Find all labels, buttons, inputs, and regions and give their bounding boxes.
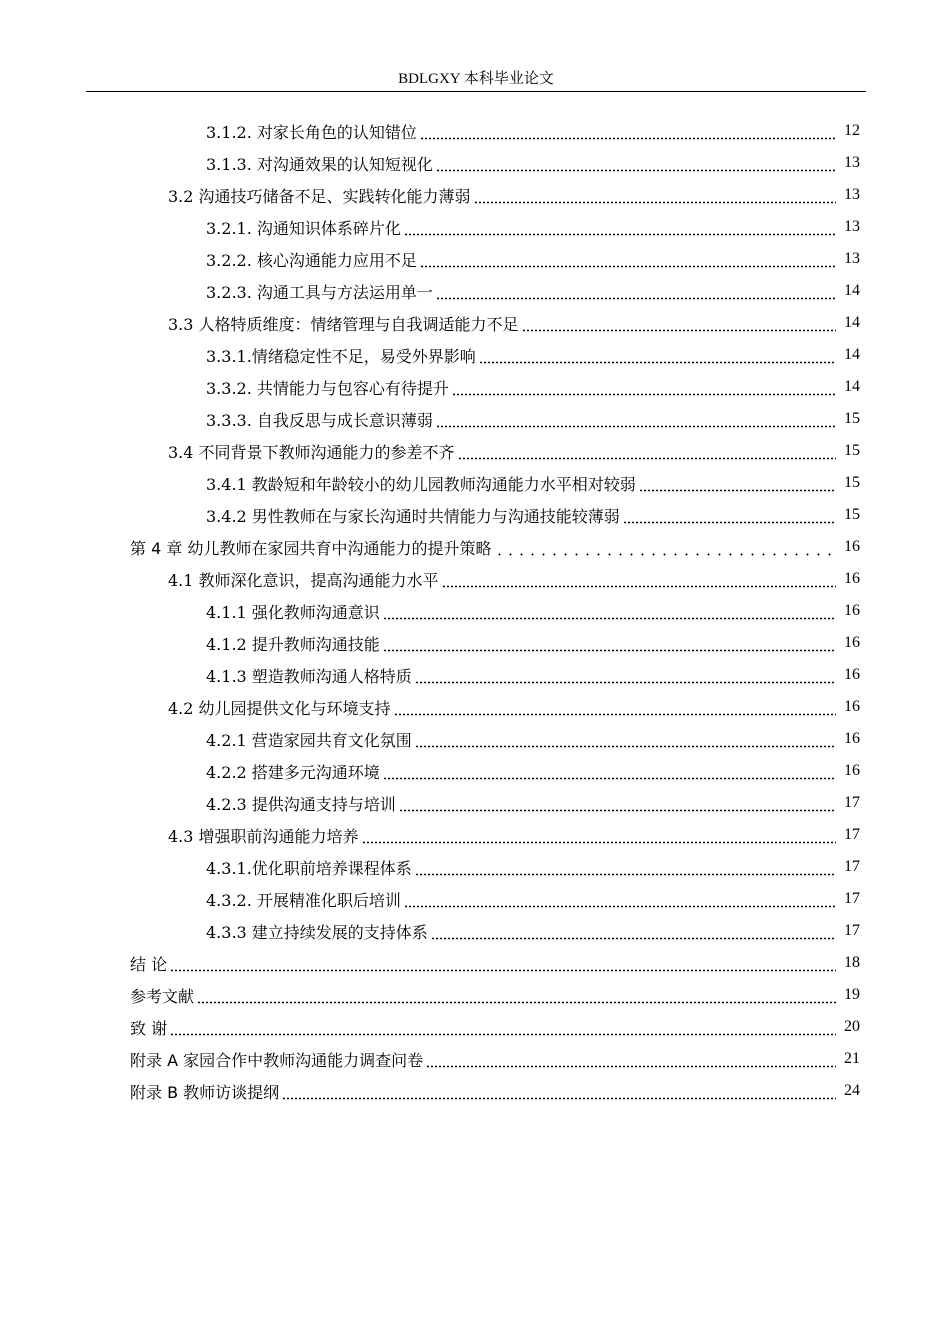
toc-entry[interactable] bbox=[0, 435, 860, 467]
toc-entry-page-number: 13 bbox=[844, 186, 860, 203]
toc-entry-title: 第 4 章 幼儿教师在家园共育中沟通能力的提升策略 bbox=[130, 538, 492, 558]
toc-entry-title: 4.3 增强职前沟通能力培养 bbox=[168, 826, 359, 846]
toc-entry-title: 4.2.2 搭建多元沟通环境 bbox=[206, 762, 380, 782]
toc-entry-title: 附录 B 教师访谈提纲 bbox=[130, 1082, 280, 1102]
toc-entry[interactable] bbox=[0, 1011, 860, 1043]
toc-entry[interactable] bbox=[0, 339, 860, 371]
toc-entry-page-number: 17 bbox=[844, 890, 860, 907]
toc-entry[interactable] bbox=[0, 467, 860, 499]
toc-entry-page-number: 14 bbox=[844, 314, 860, 331]
toc-entry-title: 3.2.1. 沟通知识体系碎片化 bbox=[206, 218, 401, 238]
toc-entry-page-number: 21 bbox=[844, 1050, 860, 1067]
toc-dot-leader bbox=[420, 265, 836, 268]
toc-entry-title: 4.1.3 塑造教师沟通人格特质 bbox=[206, 666, 412, 686]
toc-entry-title: 参考文献 bbox=[130, 986, 195, 1006]
toc-entry[interactable] bbox=[0, 595, 860, 627]
toc-dot-leader bbox=[383, 649, 836, 652]
toc-entry-page-number: 14 bbox=[844, 282, 860, 299]
toc-entry-page-number: 13 bbox=[844, 218, 860, 235]
toc-entry-title: 3.2 沟通技巧储备不足、实践转化能力薄弱 bbox=[168, 186, 471, 206]
toc-entry-title: 4.2.3 提供沟通支持与培训 bbox=[206, 794, 396, 814]
toc-dot-leader bbox=[522, 329, 836, 332]
toc-entry-title: 4.2 幼儿园提供文化与环境支持 bbox=[168, 698, 391, 718]
toc-dot-leader bbox=[197, 1001, 836, 1004]
toc-entry[interactable] bbox=[0, 371, 860, 403]
table-of-contents bbox=[0, 115, 950, 1107]
toc-dot-leader bbox=[639, 489, 836, 492]
toc-dot-leader bbox=[436, 297, 836, 300]
toc-entry[interactable] bbox=[0, 243, 860, 275]
toc-dot-leader bbox=[494, 553, 836, 556]
toc-entry-title: 4.1.2 提升教师沟通技能 bbox=[206, 634, 380, 654]
toc-dot-leader bbox=[404, 905, 836, 908]
toc-entry[interactable] bbox=[0, 115, 860, 147]
toc-dot-leader bbox=[170, 969, 836, 972]
toc-dot-leader bbox=[415, 681, 836, 684]
header-divider bbox=[86, 91, 866, 92]
toc-entry[interactable] bbox=[0, 499, 860, 531]
toc-entry[interactable] bbox=[0, 179, 860, 211]
toc-entry[interactable] bbox=[0, 275, 860, 307]
toc-entry[interactable] bbox=[0, 1075, 860, 1107]
toc-entry-page-number: 16 bbox=[844, 666, 860, 683]
toc-entry[interactable] bbox=[0, 627, 860, 659]
toc-entry[interactable] bbox=[0, 659, 860, 691]
toc-dot-leader bbox=[383, 617, 836, 620]
toc-entry[interactable] bbox=[0, 979, 860, 1011]
toc-entry-title: 3.3.3. 自我反思与成长意识薄弱 bbox=[206, 410, 433, 430]
toc-entry-title: 4.1.1 强化教师沟通意识 bbox=[206, 602, 380, 622]
toc-entry-title: 3.4.2 男性教师在与家长沟通时共情能力与沟通技能较薄弱 bbox=[206, 506, 620, 526]
toc-entry-title: 4.3.2. 开展精准化职后培训 bbox=[206, 890, 401, 910]
toc-entry[interactable] bbox=[0, 1043, 860, 1075]
toc-entry-page-number: 16 bbox=[844, 602, 860, 619]
toc-dot-leader bbox=[415, 745, 836, 748]
toc-dot-leader bbox=[282, 1097, 836, 1100]
toc-entry-title: 4.2.1 营造家园共育文化氛围 bbox=[206, 730, 412, 750]
toc-entry[interactable] bbox=[0, 787, 860, 819]
toc-entry[interactable] bbox=[0, 403, 860, 435]
toc-dot-leader bbox=[399, 809, 836, 812]
toc-entry-page-number: 17 bbox=[844, 858, 860, 875]
toc-entry[interactable] bbox=[0, 211, 860, 243]
toc-entry-page-number: 15 bbox=[844, 442, 860, 459]
toc-entry-page-number: 17 bbox=[844, 826, 860, 843]
toc-entry-title: 致 谢 bbox=[130, 1018, 168, 1038]
toc-dot-leader bbox=[452, 393, 836, 396]
toc-entry-page-number: 16 bbox=[844, 730, 860, 747]
toc-entry-page-number: 15 bbox=[844, 474, 860, 491]
toc-dot-leader bbox=[479, 361, 836, 364]
toc-entry-title: 3.1.2. 对家长角色的认知错位 bbox=[206, 122, 417, 142]
toc-entry[interactable] bbox=[0, 755, 860, 787]
toc-entry-title: 3.3.1.情绪稳定性不足，易受外界影响 bbox=[206, 346, 476, 366]
toc-entry-page-number: 24 bbox=[844, 1082, 860, 1099]
toc-entry-page-number: 18 bbox=[844, 954, 860, 971]
toc-dot-leader bbox=[623, 521, 836, 524]
page-header: BDLGXY 本科毕业论文 bbox=[398, 71, 554, 87]
toc-entry[interactable] bbox=[0, 147, 860, 179]
toc-dot-leader bbox=[420, 137, 836, 140]
toc-entry-title: 4.1 教师深化意识，提高沟通能力水平 bbox=[168, 570, 439, 590]
toc-entry[interactable] bbox=[0, 307, 860, 339]
toc-entry[interactable] bbox=[0, 691, 860, 723]
toc-entry-page-number: 14 bbox=[844, 378, 860, 395]
toc-entry-title: 3.2.3. 沟通工具与方法运用单一 bbox=[206, 282, 433, 302]
toc-entry[interactable] bbox=[0, 819, 860, 851]
toc-entry-page-number: 14 bbox=[844, 346, 860, 363]
toc-dot-leader bbox=[436, 425, 836, 428]
toc-entry[interactable] bbox=[0, 563, 860, 595]
toc-dot-leader bbox=[383, 777, 836, 780]
toc-dot-leader bbox=[170, 1033, 836, 1036]
toc-entry[interactable] bbox=[0, 883, 860, 915]
toc-dot-leader bbox=[458, 457, 836, 460]
toc-entry-page-number: 16 bbox=[844, 570, 860, 587]
toc-dot-leader bbox=[415, 873, 836, 876]
toc-entry-title: 4.3.1.优化职前培养课程体系 bbox=[206, 858, 412, 878]
toc-entry-title: 3.4 不同背景下教师沟通能力的参差不齐 bbox=[168, 442, 455, 462]
toc-entry[interactable] bbox=[0, 723, 860, 755]
toc-dot-leader bbox=[362, 841, 836, 844]
toc-entry-page-number: 16 bbox=[844, 762, 860, 779]
toc-entry-title: 3.3 人格特质维度：情绪管理与自我调适能力不足 bbox=[168, 314, 519, 334]
toc-entry[interactable] bbox=[0, 915, 860, 947]
toc-entry-page-number: 16 bbox=[844, 634, 860, 651]
toc-entry-page-number: 20 bbox=[844, 1018, 860, 1035]
toc-dot-leader bbox=[431, 937, 836, 940]
toc-entry-page-number: 16 bbox=[844, 698, 860, 715]
toc-entry-page-number: 15 bbox=[844, 506, 860, 523]
toc-entry-page-number: 17 bbox=[844, 922, 860, 939]
toc-entry-page-number: 13 bbox=[844, 250, 860, 267]
toc-entry[interactable] bbox=[0, 947, 860, 979]
toc-entry-title: 附录 A 家园合作中教师沟通能力调查问卷 bbox=[130, 1050, 424, 1070]
toc-dot-leader bbox=[404, 233, 836, 236]
toc-entry[interactable] bbox=[0, 531, 860, 563]
toc-entry-page-number: 19 bbox=[844, 986, 860, 1003]
toc-entry-page-number: 15 bbox=[844, 410, 860, 427]
toc-dot-leader bbox=[474, 201, 836, 204]
toc-entry-page-number: 12 bbox=[844, 122, 860, 139]
toc-entry-title: 结 论 bbox=[130, 954, 168, 974]
toc-dot-leader bbox=[436, 169, 836, 172]
toc-dot-leader bbox=[394, 713, 836, 716]
toc-dot-leader bbox=[426, 1065, 836, 1068]
toc-entry-title: 3.1.3. 对沟通效果的认知短视化 bbox=[206, 154, 433, 174]
toc-entry-page-number: 17 bbox=[844, 794, 860, 811]
toc-entry-title: 3.3.2. 共情能力与包容心有待提升 bbox=[206, 378, 449, 398]
toc-entry-page-number: 13 bbox=[844, 154, 860, 171]
toc-entry-page-number: 16 bbox=[844, 538, 860, 555]
toc-dot-leader bbox=[442, 585, 836, 588]
toc-entry-title: 3.2.2. 核心沟通能力应用不足 bbox=[206, 250, 417, 270]
toc-entry[interactable] bbox=[0, 851, 860, 883]
toc-entry-title: 4.3.3 建立持续发展的支持体系 bbox=[206, 922, 428, 942]
toc-entry-title: 3.4.1 教龄短和年龄较小的幼儿园教师沟通能力水平相对较弱 bbox=[206, 474, 636, 494]
